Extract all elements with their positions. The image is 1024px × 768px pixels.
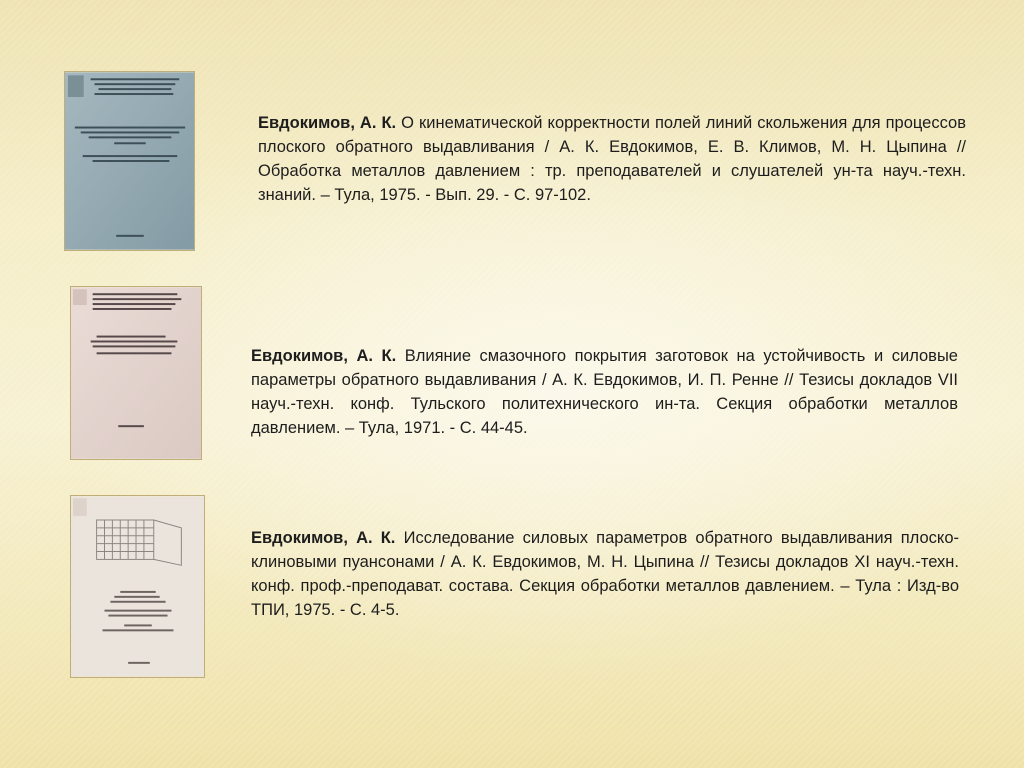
entry-description: Исследование силовых параметров обратного выдавливания плоско-клиновыми пуансонами / А. К. Евдокимов, М. Н. Цыпина // Тезисы докладов XI науч.-техн. конф. проф.-преподават. состава. Секция обработки металлов давлением. – Тула : Изд-во ТПИ, 1975. - С. 4-5. [251,529,959,619]
entry-description: Влияние смазочного покрытия заготовок на устойчивость и силовые параметры обратного выдавливания / А. К. Евдокимов, И. П. Ренне // Тезисы докладов VII науч.-техн. конф. Тульского политехнического ин-та. Секция обработки металлов давлением. – Тула, 1971. - С. 44-45. [251,347,958,437]
book-cover-blue-icon [65,72,194,250]
entry-author: Евдокимов, А. К. [251,347,397,365]
bibliography-entry-3 [251,526,959,622]
book-cover-building-icon [71,496,204,677]
book-cover-1 [64,71,195,251]
bibliography-entry-1 [258,111,966,207]
entry-author: Евдокимов, А. К. [258,114,397,132]
entry-description: О кинематической корректности полей линий скольжения для процессов плоского обратного выдавливания / А. К. Евдокимов, Е. В. Климов, М. Н. Цыпина // Обработка металлов давлением : тр. преподавателей и слушателей ун-та науч.-техн. знаний. – Тула, 1975. - Вып. 29. - С. 97-102. [258,114,966,204]
book-cover-3 [70,495,205,678]
book-cover-2 [70,286,202,460]
book-cover-pink-icon [71,287,201,459]
entry-author: Евдокимов, А. К. [251,529,396,547]
bibliography-entry-2 [251,344,958,440]
